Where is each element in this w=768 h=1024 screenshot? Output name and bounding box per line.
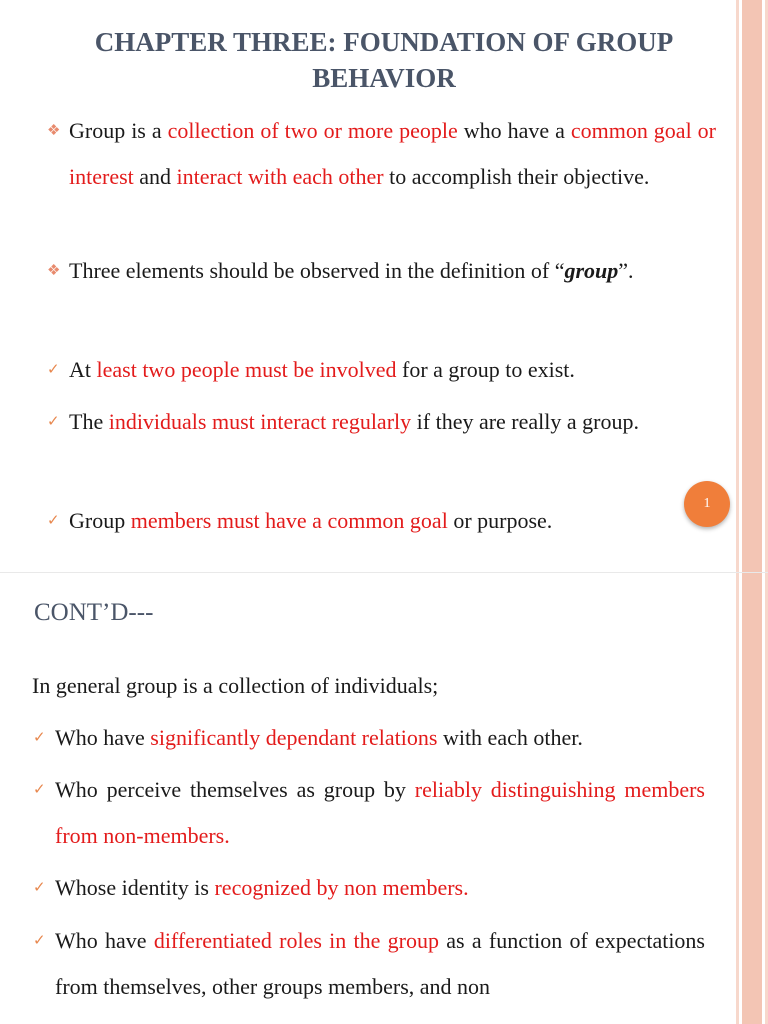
bullet-1: ✓ Who have significantly dependant relations with each other. <box>55 715 705 761</box>
page-number-badge: 1 <box>684 481 730 527</box>
bullet-4: ✓ Who have differentiated roles in the group as a function of expectations from themselves, other groups members, and non <box>55 918 705 1010</box>
side-stripe <box>736 0 768 573</box>
bullet-3: ✓ At least two people must be involved for a group to exist. <box>69 347 716 393</box>
bullet-4: ✓ The individuals must interact regularly if they are really a group. <box>69 399 716 445</box>
bullet-2: ✓ Who perceive themselves as group by reliably distinguishing members from non-members. <box>55 767 705 859</box>
bullet-5: ✓ Group members must have a common goal or purpose. <box>69 498 669 544</box>
slide-2 <box>0 573 768 1024</box>
check-bullet-icon: ✓ <box>33 730 46 746</box>
check-bullet-icon: ✓ <box>47 414 60 430</box>
bullet-2: ❖ Three elements should be observed in the definition of “group”. <box>69 248 716 294</box>
check-bullet-icon: ✓ <box>47 362 60 378</box>
diamond-bullet-icon: ❖ <box>47 123 61 139</box>
diamond-bullet-icon: ❖ <box>47 263 61 279</box>
check-bullet-icon: ✓ <box>33 782 46 798</box>
side-stripe <box>736 573 768 1024</box>
slide-title: CHAPTER THREE: FOUNDATION OF GROUP BEHAVIOR <box>94 27 674 93</box>
slide-title: CONT’D--- <box>34 599 154 626</box>
check-bullet-icon: ✓ <box>47 513 60 529</box>
check-bullet-icon: ✓ <box>33 880 46 896</box>
check-bullet-icon: ✓ <box>33 933 46 949</box>
bullet-1: ❖ Group is a collection of two or more people who have a common goal or interest and interact with each other to accomplish their objective. <box>69 108 716 200</box>
bullet-3: ✓ Whose identity is recognized by non members. <box>55 865 705 911</box>
intro-text: In general group is a collection of individuals; <box>32 673 439 698</box>
